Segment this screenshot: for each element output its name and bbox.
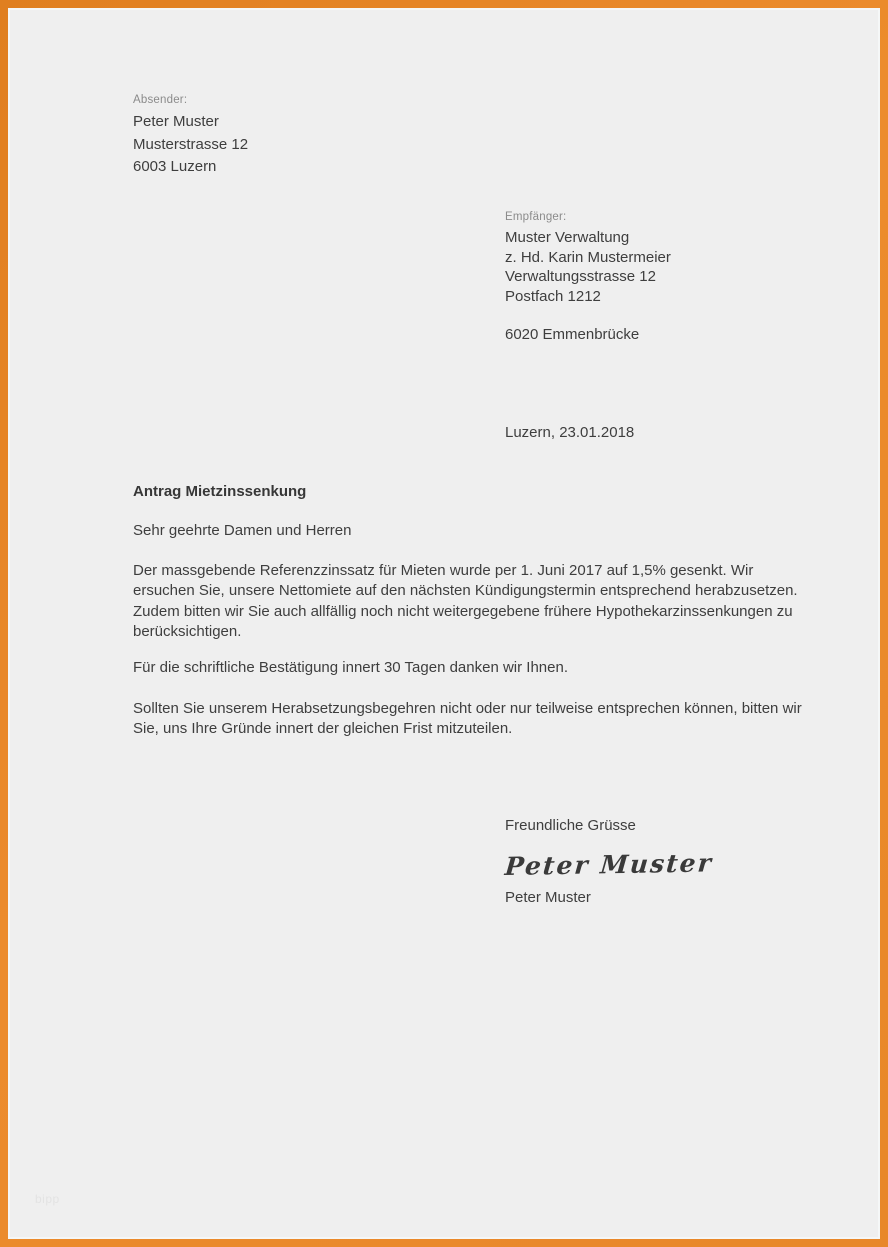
recipient-attention: z. Hd. Karin Mustermeier [505,248,671,266]
sender-city: 6003 Luzern [133,158,217,175]
recipient-street: Verwaltungsstrasse 12 [505,268,656,285]
sender-block [133,94,248,179]
body-paragraph: Für die schriftliche Bestätigung innert 30 Tagen danken wir Ihnen. [133,659,568,676]
recipient-block [505,211,671,345]
recipient-company: Muster Verwaltung [505,229,630,246]
body-paragraph: Der massgebende Referenzzinssatz für Mieten wurde per 1. Juni 2017 auf 1,5% gesenkt. Wir ersuchen Sie, unsere Nettomiete auf den nächsten Kündigungstermin entsprechend herabzusetzen. Zudem bitten wir Sie auch allfällig noch nicht weitergegebene frühere Hypothekarzinssenkungen zu berücksichtigen. [133,562,798,640]
closing-greeting: Freundliche Grüsse [505,817,636,834]
sender-street: Musterstrasse 12 [133,135,249,153]
typed-name: Peter Muster [505,889,591,906]
closing-block [505,816,713,908]
handwritten-signature: Peter Muster [503,848,715,882]
recipient-label: Empfänger: [505,211,567,223]
recipient-city: 6020 Emmenbrücke [505,326,640,343]
sender-name: Peter Muster [133,113,219,130]
recipient-pobox: Postfach 1212 [505,287,601,305]
watermark: bipp [35,1192,60,1206]
sender-label: Absender: [133,94,188,106]
letter-sheet [8,8,880,1239]
date-line: Luzern, 23.01.2018 [505,424,635,441]
subject-line: Antrag Mietzinssenkung [133,483,307,500]
body-paragraph: Sollten Sie unserem Herabsetzungsbegehren nicht oder nur teilweise entsprechen können, bitten wir Sie, uns Ihre Gründe innert der gleichen Frist mitzuteilen. [133,700,802,738]
salutation: Sehr geehrte Damen und Herren [133,522,352,539]
